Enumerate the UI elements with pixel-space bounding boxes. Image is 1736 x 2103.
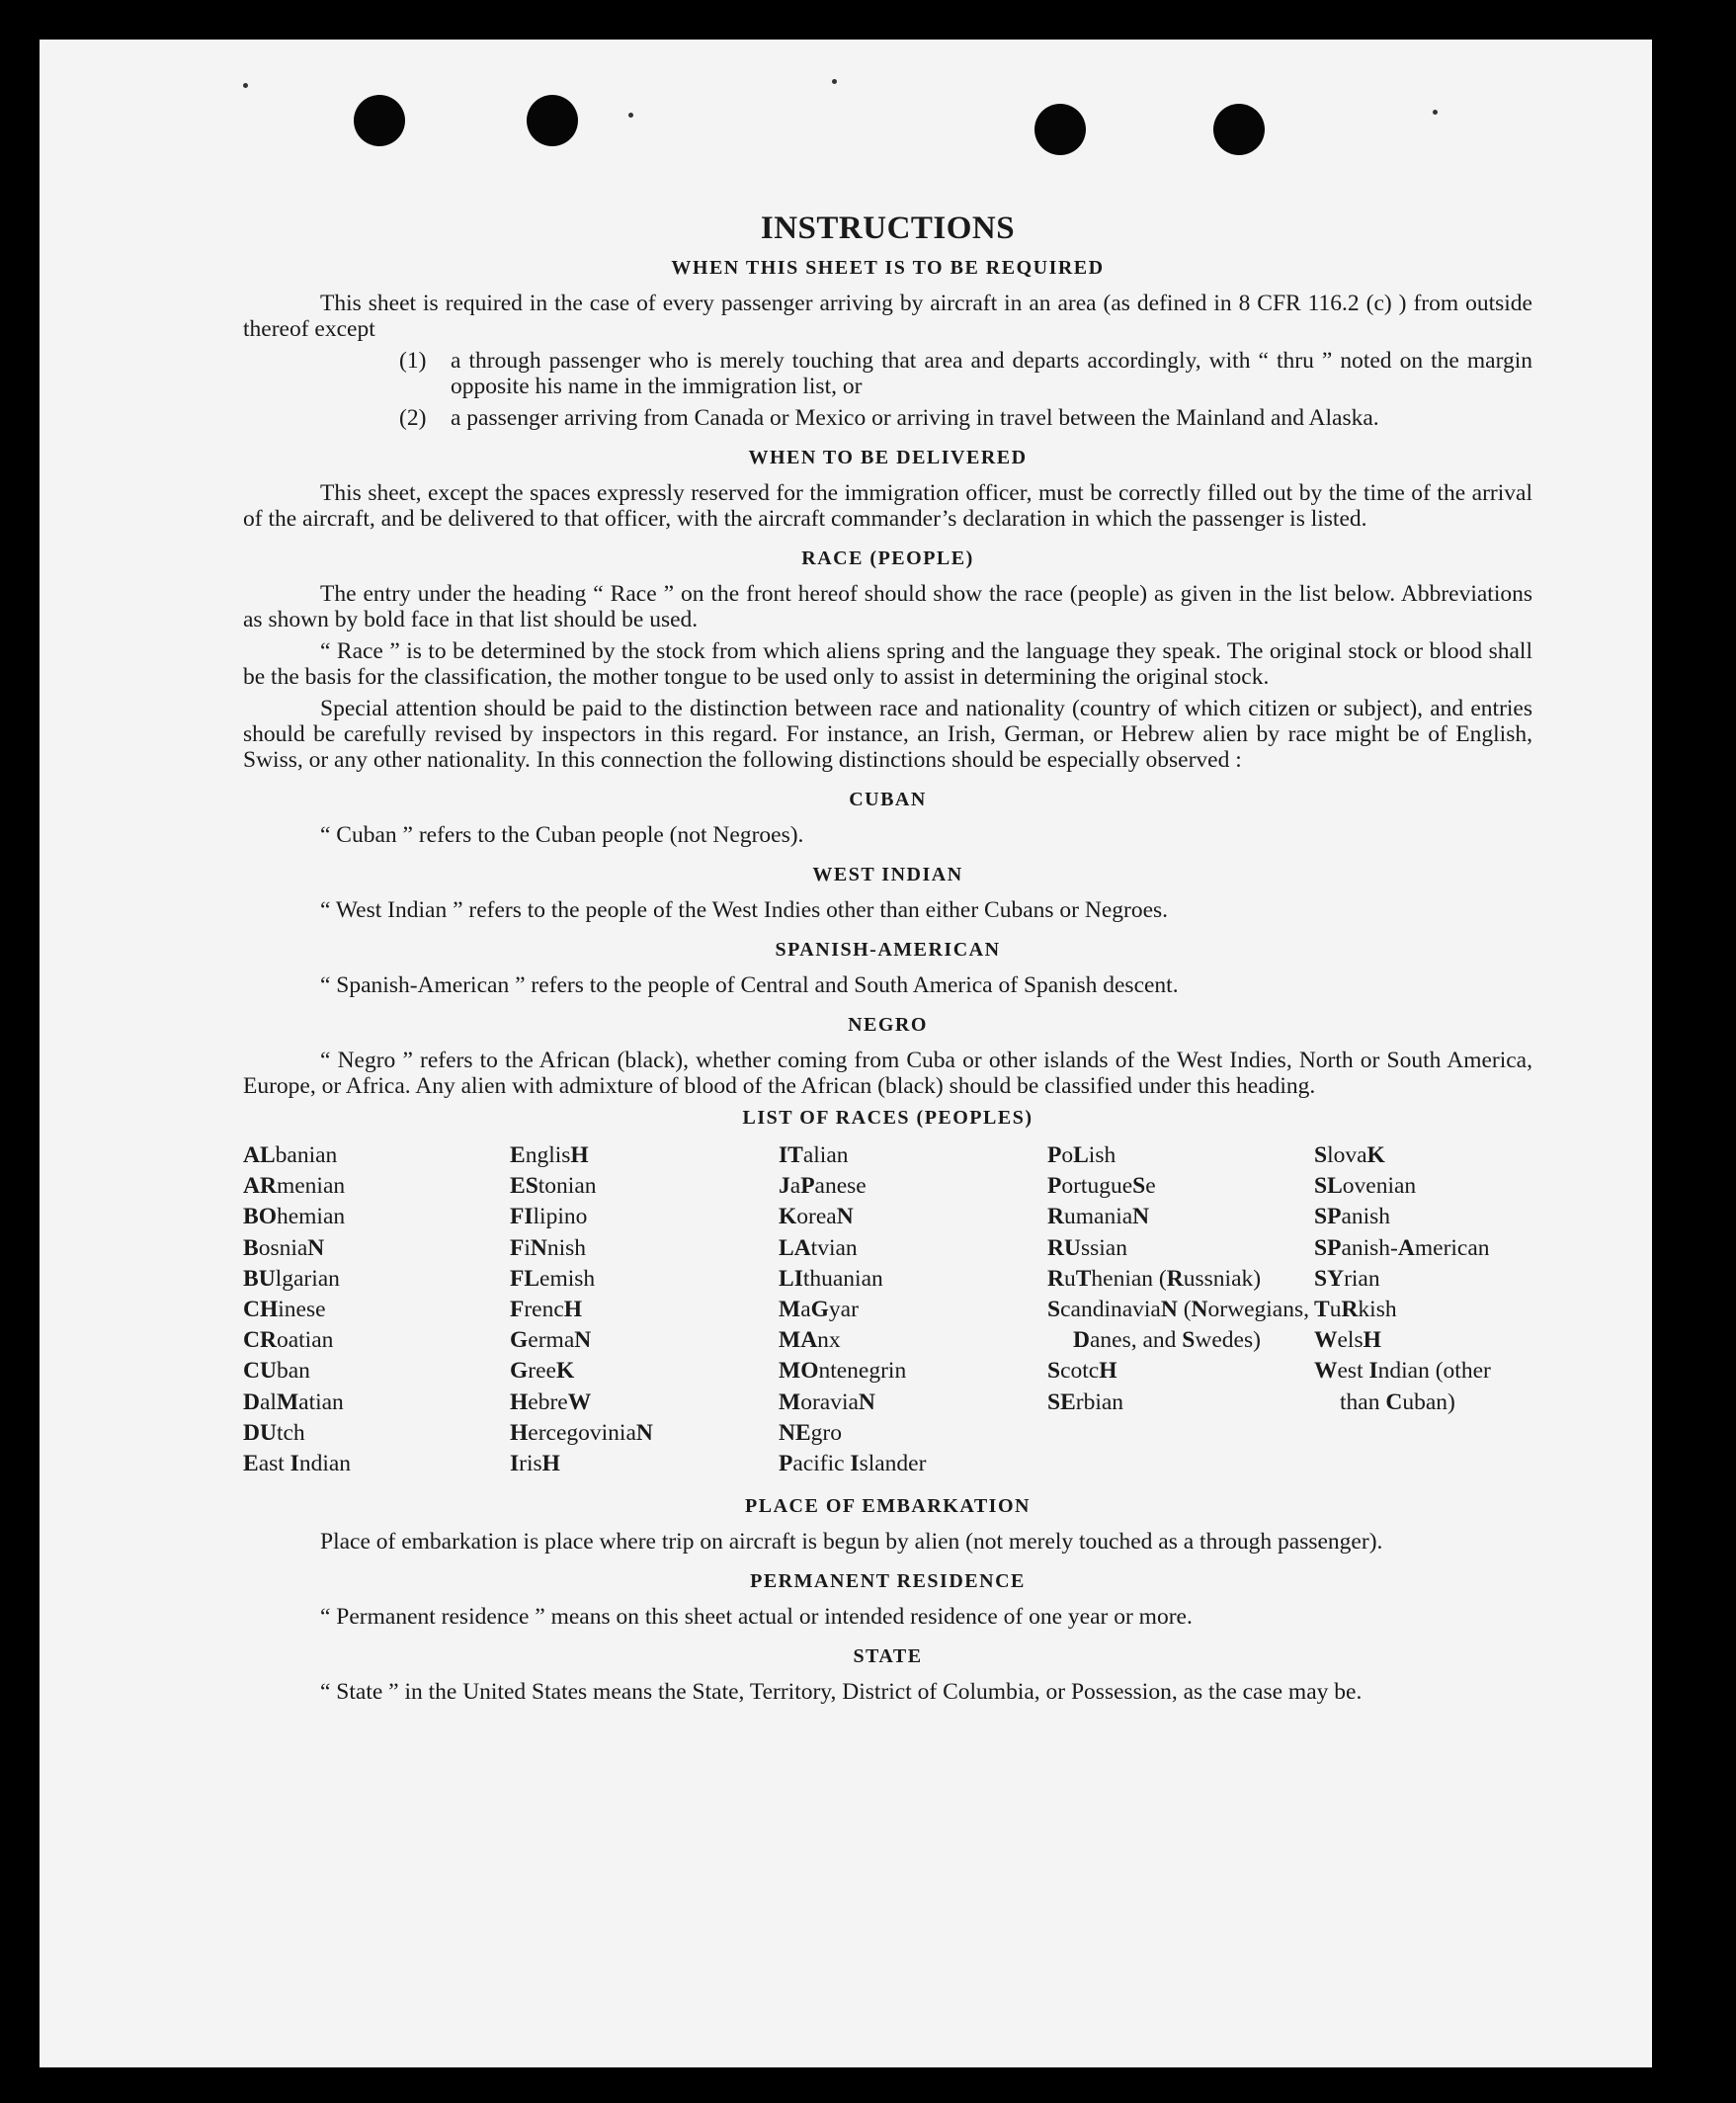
race-entry: FIlipino — [510, 1204, 588, 1230]
negro-text: “ Negro ” refers to the African (black), whether coming from Cuba or other islands of the West Indies, North or South America, Europe, or Africa. Any alien with admixture of blood of the African (black) should be classified under this heading. — [243, 1048, 1532, 1099]
race-entry: LAtvian — [779, 1234, 858, 1261]
race-entry: KoreaN — [779, 1204, 854, 1230]
race-entry: NEgro — [779, 1419, 842, 1446]
race-entry: ITalian — [779, 1142, 849, 1168]
races-list — [243, 1140, 1532, 1479]
west-indian-text: “ West Indian ” refers to the people of the West Indies other than either Cubans or Negroes. — [320, 897, 1169, 923]
speck — [832, 79, 837, 84]
state-text: “ State ” in the United States means the State, Territory, District of Columbia, or Possession, as the case may be. — [320, 1679, 1363, 1706]
when-required-intro: This sheet is required in the case of every passenger arriving by aircraft in an area (as defined in 8 CFR 116.2 (c) ) from outside thereof except — [243, 291, 1532, 342]
race-entry: SPanish-American — [1314, 1234, 1490, 1261]
when-delivered-text: This sheet, except the spaces expressly reserved for the immigration officer, must be correctly filled out by the time of the arrival of the aircraft, and be delivered to that officer, with the aircraft commander’s declaration in which the passenger is listed. — [243, 480, 1532, 532]
race-entry: BosniaN — [243, 1234, 325, 1261]
race-entry: RuThenian (Russniak) — [1047, 1265, 1262, 1292]
speck — [1433, 110, 1438, 115]
page-title: INSTRUCTIONS — [760, 210, 1016, 246]
item-number: (2) — [399, 405, 427, 431]
race-entry: ARmenian — [243, 1173, 346, 1200]
race-entry: MAnx — [779, 1327, 841, 1354]
race-entry: WelsH — [1314, 1327, 1381, 1354]
race-entry: CUban — [243, 1358, 310, 1385]
exception-item — [243, 348, 1532, 399]
race-entry: SlovaK — [1314, 1142, 1385, 1168]
race-entry: RUssian — [1047, 1234, 1127, 1261]
heading-permanent-residence: PERMANENT RESIDENCE — [750, 1570, 1026, 1593]
race-entry: ScotcH — [1047, 1358, 1117, 1385]
heading-when-delivered: WHEN TO BE DELIVERED — [748, 447, 1028, 468]
race-entry: GreeK — [510, 1358, 575, 1385]
race-entry: RumaniaN — [1047, 1204, 1150, 1230]
race-paragraph-2: “ Race ” is to be determined by the stock from which aliens spring and the language they speak. The original stock or blood shall be the basis for the classification, the mother tongue to be used only to assist in determining the original stock. — [243, 638, 1532, 690]
race-entry: PoLish — [1047, 1142, 1116, 1168]
races-column — [243, 1140, 510, 1479]
race-entry: ScandinaviaN (Norwegians, Danes, and Swedes) — [1047, 1297, 1309, 1354]
races-column — [1314, 1140, 1532, 1479]
item-text: a passenger arriving from Canada or Mexico or arriving in travel between the Mainland and Alaska. — [451, 405, 1379, 431]
item-text: a through passenger who is merely touching that area and departs accordingly, with “ thru ” noted on the margin opposite his name in the immigration list, or — [451, 348, 1532, 399]
race-entry: EStonian — [510, 1173, 597, 1200]
heading-negro: NEGRO — [848, 1014, 928, 1036]
race-entry: SPanish — [1314, 1204, 1391, 1230]
speck — [628, 113, 633, 118]
race-paragraph-3: Special attention should be paid to the distinction between race and nationality (country of which citizen or subject), and entries should be carefully revised by inspectors in this regard. For instance, an Irish, German, or Hebrew alien by race might be of English, Swiss, or any other nationality. In this connection the following distinctions should be especially observed : — [243, 696, 1532, 773]
embarkation-text: Place of embarkation is place where trip on aircraft is begun by alien (not merely touched as a through passenger). — [320, 1529, 1383, 1556]
race-entry: HebreW — [510, 1388, 592, 1415]
cuban-text: “ Cuban ” refers to the Cuban people (not Negroes). — [320, 822, 804, 848]
race-entry: SErbian — [1047, 1388, 1124, 1415]
instructions-content — [243, 208, 1532, 1711]
race-entry: ALbanian — [243, 1142, 338, 1168]
race-entry: MoraviaN — [779, 1388, 875, 1415]
heading-spanish-american: SPANISH-AMERICAN — [775, 939, 1001, 961]
document-page — [40, 40, 1652, 2067]
item-number: (1) — [399, 348, 427, 374]
race-entry: FLemish — [510, 1265, 596, 1292]
punch-hole — [527, 95, 578, 146]
race-entry: BUlgarian — [243, 1265, 340, 1292]
race-entry: JaPanese — [779, 1173, 867, 1200]
race-entry: East Indian — [243, 1451, 352, 1477]
race-entry: PortugueSe — [1047, 1173, 1156, 1200]
race-entry: EnglisH — [510, 1142, 589, 1168]
speck — [243, 83, 248, 88]
race-entry: CRoatian — [243, 1327, 334, 1354]
race-entry: SYrian — [1314, 1265, 1380, 1292]
heading-embarkation: PLACE OF EMBARKATION — [745, 1495, 1031, 1518]
punch-hole — [1034, 104, 1086, 155]
heading-west-indian: WEST INDIAN — [812, 864, 963, 885]
race-entry: FiNnish — [510, 1234, 587, 1261]
races-column — [1047, 1140, 1314, 1479]
race-entry: IrisH — [510, 1451, 560, 1477]
race-entry: West Indian (other than Cuban) — [1314, 1358, 1491, 1415]
race-entry: CHinese — [243, 1297, 326, 1323]
race-entry: DUtch — [243, 1419, 305, 1446]
race-entry: MOntenegrin — [779, 1358, 907, 1385]
race-entry: FrencH — [510, 1297, 583, 1323]
punch-hole — [354, 95, 405, 146]
race-entry: MaGyar — [779, 1297, 859, 1323]
heading-when-required: WHEN THIS SHEET IS TO BE REQUIRED — [671, 257, 1105, 279]
residence-text: “ Permanent residence ” means on this sheet actual or intended residence of one year or more. — [320, 1604, 1193, 1631]
race-entry: HercegoviniaN — [510, 1419, 653, 1446]
punch-hole — [1213, 104, 1265, 155]
races-column — [779, 1140, 1047, 1479]
heading-cuban: CUBAN — [849, 789, 927, 810]
races-column — [510, 1140, 779, 1479]
exception-item — [243, 405, 1532, 431]
race-entry: TuRkish — [1314, 1297, 1397, 1323]
race-entry: LIthuanian — [779, 1265, 883, 1292]
race-entry: DalMatian — [243, 1388, 344, 1415]
race-entry: BOhemian — [243, 1204, 346, 1230]
heading-race: RACE (PEOPLE) — [801, 547, 974, 569]
heading-state: STATE — [853, 1645, 923, 1668]
race-entry: GermaN — [510, 1327, 592, 1354]
race-entry: Pacific Islander — [779, 1451, 927, 1477]
heading-list-of-races: LIST OF RACES (PEOPLES) — [742, 1107, 1033, 1129]
race-entry: SLovenian — [1314, 1173, 1417, 1200]
race-paragraph-1: The entry under the heading “ Race ” on the front hereof should show the race (people) as given in the list below. Abbreviations as shown by bold face in that list should be used. — [243, 581, 1532, 632]
spanish-american-text: “ Spanish-American ” refers to the people of Central and South America of Spanish descent. — [320, 972, 1179, 998]
